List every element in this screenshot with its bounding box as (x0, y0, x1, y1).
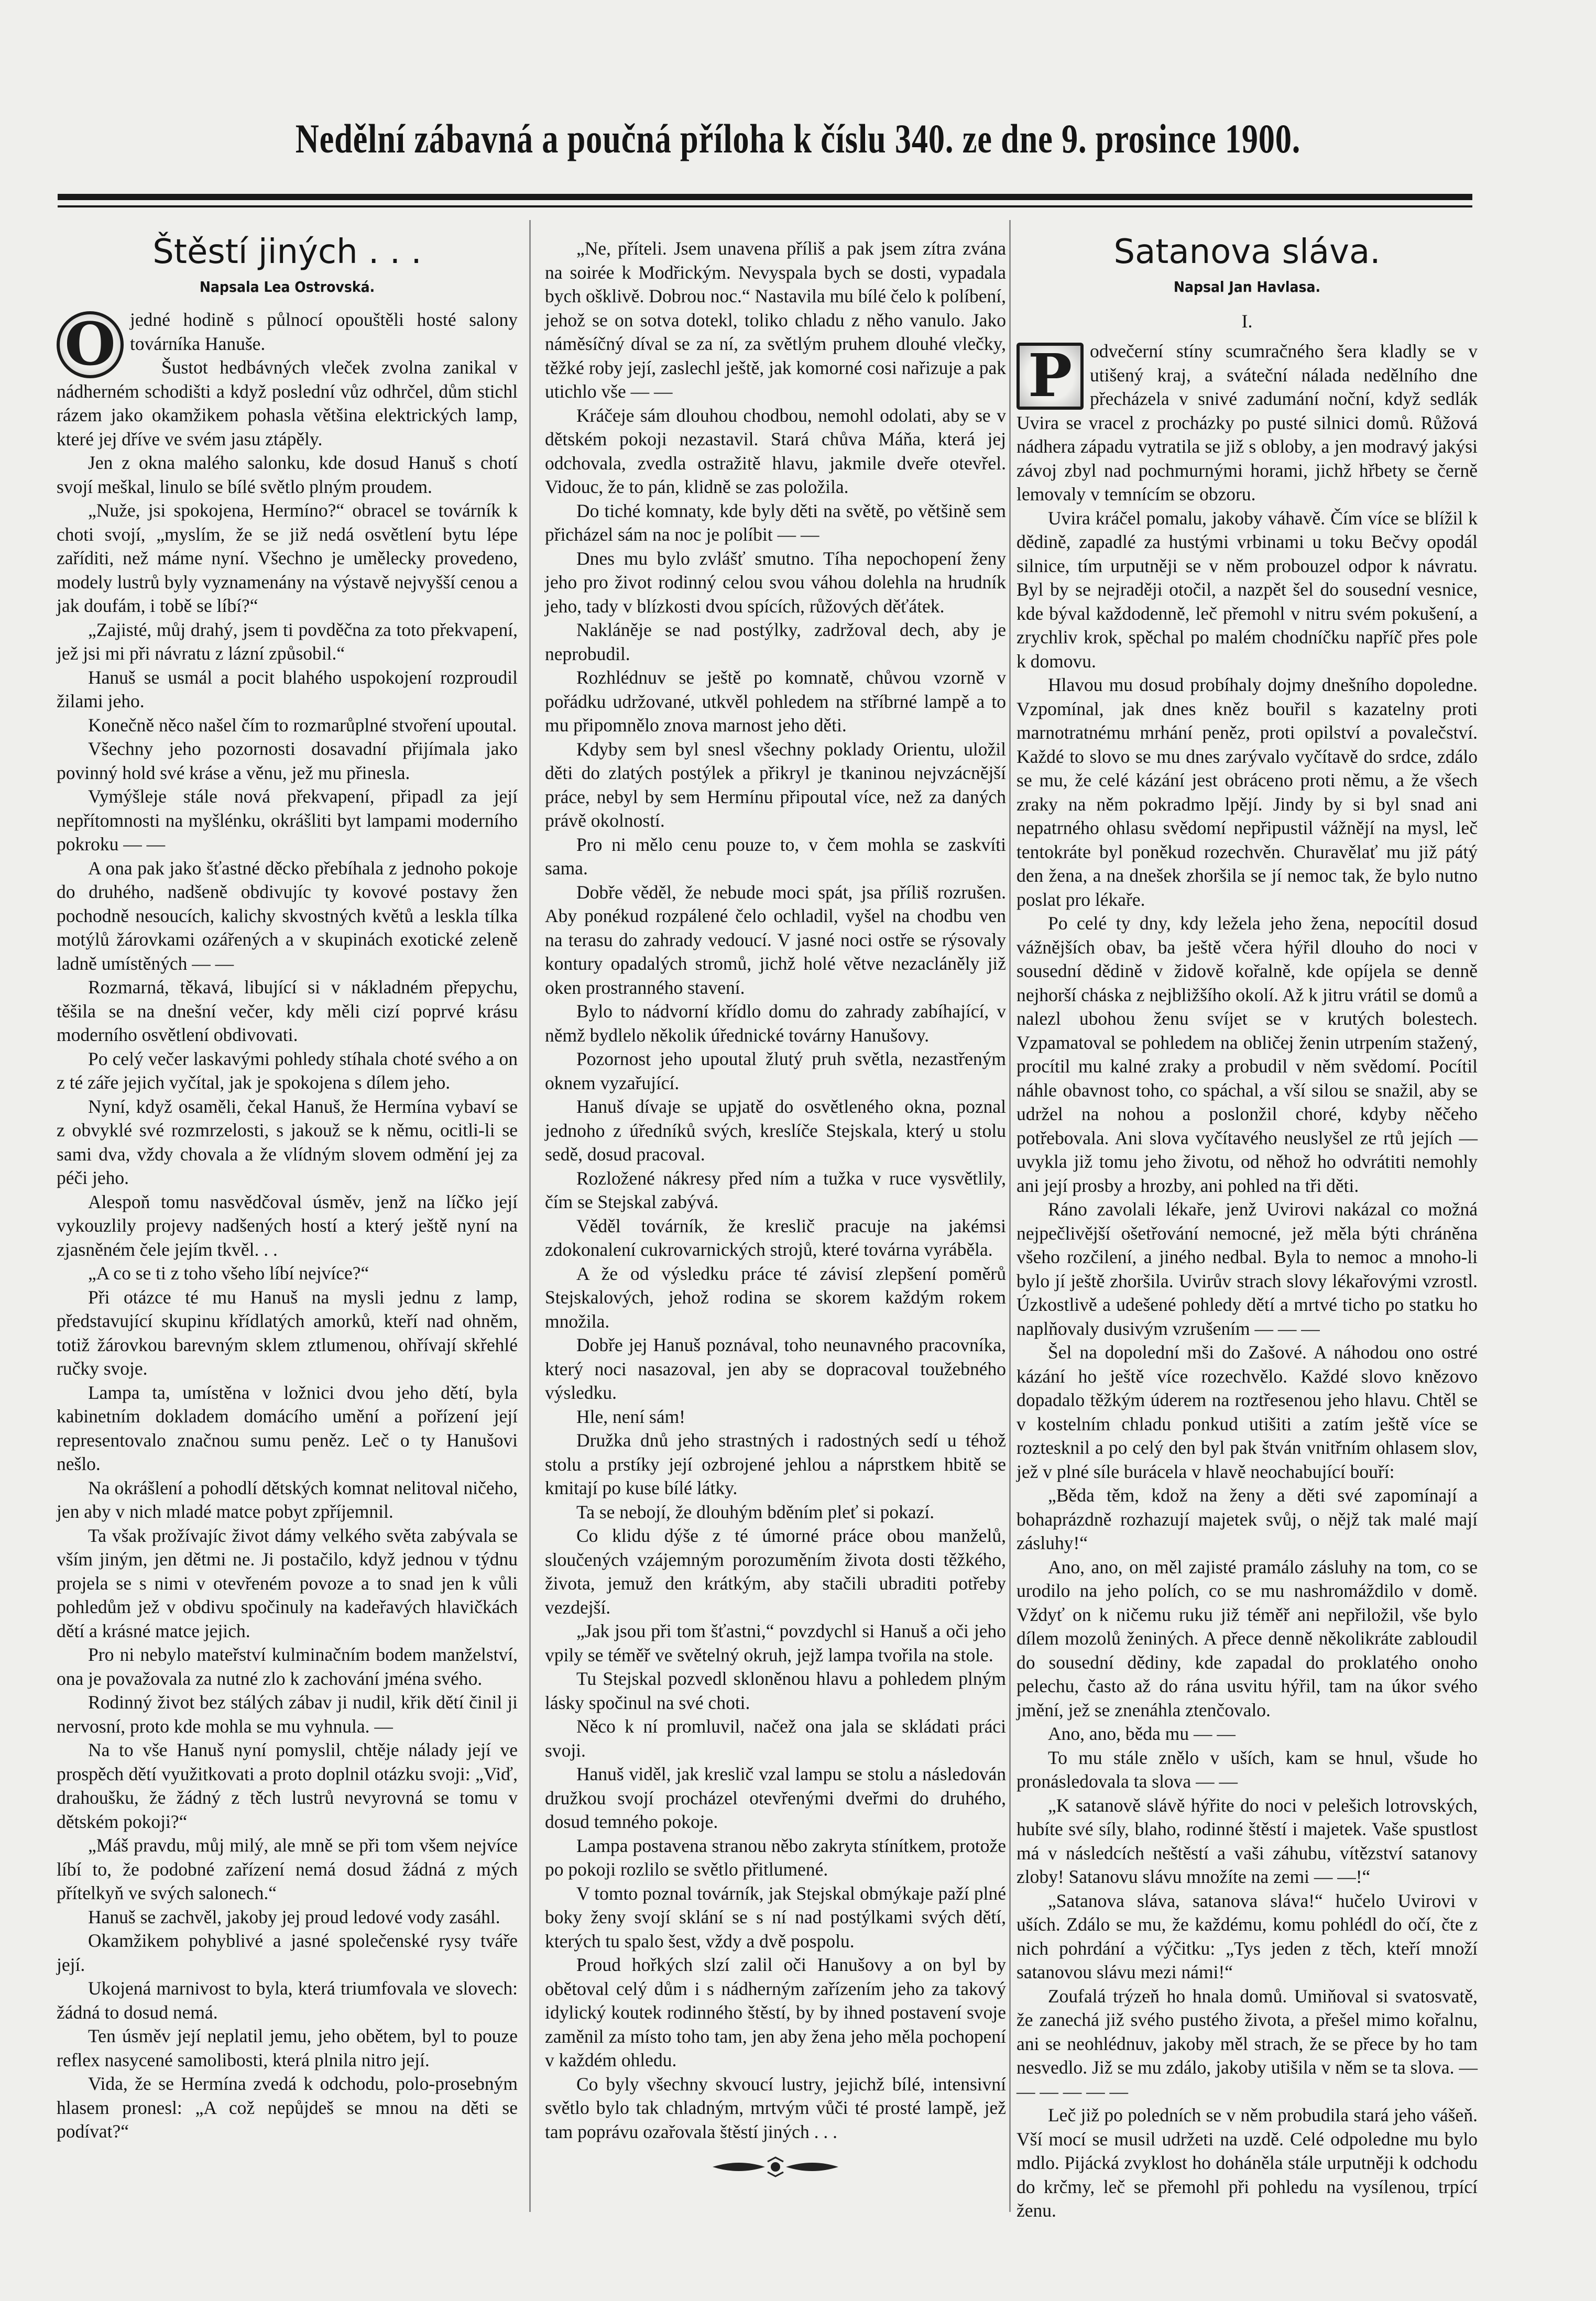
paragraph: Leč již po poledních se v něm probudila stará jeho vášeň. Vší mocí se musil udržeti na uzdě. Celé odpoledne mu bylo mdlo. Pijácká zvyklost ho doháněla stále urputněji k odchodu do krčmy, leč se přemohl při pohledu na vysílenou, trpící ženu. (1016, 2105, 1478, 2221)
article-title-satanova-slava: Satanova sláva. (1113, 233, 1381, 271)
header-rule-thick (58, 194, 1472, 200)
paragraph: Bylo to nádvorní křídlo domu do zahrady zabíhající, v němž bydlelo několik úřednické továrny Hanušovy. (545, 1001, 1006, 1046)
page-title: Nedělní zábavná a poučná příloha k číslu 340. ze dne 9. prosince 1900. (295, 116, 1301, 161)
paragraph: Alespoň tomu nasvědčoval úsměv, jenž na líčko její vykouzlily projevy nadšených hostí a který ještě nyní na zjasněném čele jejím tkvěl. . . (57, 1191, 518, 1260)
dropcap-o: O (57, 311, 124, 378)
header-rule-thin (58, 205, 1472, 207)
paragraph: Ráno zavolali lékaře, jenž Uvirovi nakázal co možná nejpečlivější ošetřování nemocné, jež měla býti chráněna všeho rozčilení, a jiného nedbal. Byla to nemoc a mnoho-li bylo jí ještě zhoršila. Uvirův strach slovy lékařovými vzrostl. Úzkostlivě a udešené pohledy dětí a mrtvé ticho po statku ho naplňovaly dusivým vzrušením — — — (1016, 1199, 1478, 1339)
first-paragraph-text: odvečerní stíny scumračného šera kladly se v utišený kraj, a sváteční nálada nedělního dne přecházela v snivé zadumání noční, když sedlák Uvira se vracel z procházky po pusté silnici domů. Růžová nádhera západu vytratila se již s obloby, a jen modravý jakýsi závoj zbyl nad pochmurnými horami, jichž hřbety se černě lemovaly v temnícím se obzoru. (1016, 341, 1478, 505)
paragraph: „Nuže, jsi spokojena, Hermíno?“ obracel se továrník k choti svojí, „myslím, že se již nedá osvětlení bytu lépe zaříditi, než máme nyní. Všechno je umělecky provedeno, modely lustrů byly vyznamenány na výstavě nejvyšší cenou a jak doufám, i tobě se líbí?“ (57, 500, 518, 616)
paragraph: Kdyby sem byl snesl všechny poklady Orientu, uložil děti do zlatých postýlek a přikryl je tkaninou nejvzácnější práce, nebyl by sem Hermínu připoutal více, než za daných právě okolností. (545, 738, 1006, 831)
paragraph: Hlavou mu dosud probíhaly dojmy dnešního dopoledne. Vzpomínal, jak dnes kněz bouřil s kazatelny proti marnotratnému mrhání peněz, proti opilství a povalečství. Každé to slovo se mu dnes zarývalo vyčítavě do srdce, zdálo se mu, že celé kázání jest obráceno proti němu, a že všech zraky na něm pokradmo lpějí. Jindy by si byl snad ani nepatrného ohlasu svědomí nepřipustil vážnějí na mysl, leč tentokráte byl poněkud rozechvěn. Churavělať mu již pátý den žena, a na dnešek zhoršila se jí nemoc tak, že bylo nutno poslat pro lékaře. (1016, 674, 1478, 910)
article-column-right (1016, 231, 1478, 2223)
paragraph: Po celé ty dny, kdy ležela jeho žena, nepocítil dosud vážnějších obav, ba ještě včera hýřil dlouho do noci v sousední dědině v židově kořalně, kde opíjela se denně nejhorší cháska z nejbližšího okolí. Až k jitru vrátil se domů a nalezl ubohou ženu svíjet se v krutých bolestech. Vzpamatoval se pohledem na obličej ženin utrpením stažený, procítil mu kalné zraky a probudil v něm svědomí. Pocítil náhle obavnost toho, co spáchal, a vší silou se snažil, aby se udržel na nohou a poslonžil choré, kdyby něčeho potřebovala. Ani slova vyčítavého neuslyšel ze rtů jejích — uvykla již tomu jeho životu, od něhož ho odvrátiti nemohly ani její prosby a hrozby, ani pohled na tři děti. (1016, 913, 1478, 1196)
paragraph: Do tiché komnaty, kde byly děti na světě, po většině sem přicházel sám na noc je políbit — — (545, 500, 1006, 545)
paragraph: Co klidu dýše z té úmorné práce obou manželů, sloučených vzájemným porozuměním života dosti těžkého, života, jemuž den krátkým, aby stačili ubraditi potřeby vezdejší. (545, 1525, 1006, 1618)
paragraph: Dobře jej Hanuš poznával, toho neunavného pracovníka, který noci nasazoval, jen aby se dopracoval toužebného výsledku. (545, 1334, 1006, 1403)
article-author: Napsal Jan Havlasa. (1173, 278, 1321, 295)
paragraph: Něco k ní promluvil, načež ona jala se skládati práci svoji. (545, 1716, 1006, 1761)
paragraph: Dobře věděl, že nebude moci spát, jsa příliš rozrušen. Aby ponékud rozpálené čelo ochladil, vyšel na chodbu ven na terasu do zahrady vedoucí. V jasné noci ostře se rýsovaly kontury opadalých stromů, jichž holé větve nezacláněly již oken prostranného stavení. (545, 881, 1006, 998)
paragraph: V tomto poznal továrník, jak Stejskal obmýkaje paží plné boky ženy svojí sklání se s ní nad postýlkami svých dětí, kterých tu spalo šest, vždy a dvě pospolu. (545, 1882, 1006, 1952)
paragraph: Šel na dopolední mši do Zašové. A náhodou ono ostré kázání ho ještě více rozechvělo. Každé slovo knězovo dopadalo těžkým úderem na roztřesenou jeho hlavu. Chtěl se v kostelním chladu ponkud utišiti a zatím ještě více se roztesknil a po celý den byl pak štván vnitřním ohlasem slov, jež v plné síle burácela v hlavě neochabující bouří: (1016, 1342, 1478, 1482)
paragraph: Kráčeje sám dlouhou chodbou, nemohl odolati, aby se v dětském pokoji nezastavil. Stará chůva Máňa, která jej odchovala, zvedla ostražitě hlavu, jakmile dveře otevřel. Vidouc, že to pán, klidně se zas položila. (545, 404, 1006, 497)
article-author: Napsala Lea Ostrovská. (199, 278, 375, 295)
paragraph: Proud hořkých slzí zalil oči Hanušovy a on byl by obětoval celý dům i s nádherným zařízením jeho za takový idylický koutek rodinného štěstí, by by ihned postavení svoje zaměnil za místo toho tam, jen aby žena jeho měla pochopení v každém ohledu. (545, 1954, 1006, 2070)
paragraph: Pro ni nebylo mateřství kulminačním bodem manželství, ona je považovala za nutné zlo k zachování jména svého. (57, 1644, 518, 1689)
paragraph: Šustot hedbávných vleček zvolna zanikal v nádherném schodišti a když poslední vůz odhrčel, dům stichl rázem jako okamžikem pohasla většina elektrických lamp, které jej dříve ve svém jasu ztápěly. (57, 357, 518, 450)
paragraph: A ona pak jako šťastné děcko přebíhala z jednoho pokoje do druhého, nadšeně obdivujíc ty kovové postavy žen pochodně nesoucích, kalichy skvostných květů a leskla tílka motýlů žárovkami ozářených a v skupinách exotické zeleně ladně umístěných — — (57, 857, 518, 974)
first-paragraph-text: jedné hodině s půlnocí opouštěli hosté salony továrníka Hanuše. (130, 309, 518, 354)
article-body-continued (545, 237, 1006, 2144)
paragraph: „Jak jsou při tom šťastni,“ povzdychl si Hanuš a oči jeho vpily se téměř ve světelný okruh, jejž lampa tvořila na stole. (545, 1620, 1006, 1666)
column-divider-right (1009, 220, 1011, 2212)
paragraph: Dnes mu bylo zvlášť smutno. Tíha nepochopení ženy jeho pro život rodinný celou svou váhou dolehla na hrudník jeho, tady v blízkosti dvou spících, růžových děťátek. (545, 547, 1006, 617)
paragraph: Ukojená marnivost to byla, která triumfovala ve slovech: žádná to dosud nemá. (57, 1978, 518, 2023)
paragraph: Co byly všechny skvoucí lustry, jejichž bílé, intensivní světlo bylo tak chladným, mrtvým vůči té prosté lampě, jež tam poprávu ozařovala štěstí jiných . . . (545, 2073, 1006, 2142)
paragraph: Věděl továrník, že kreslič pracuje na jakémsi zdokonalení cukrovarnických strojů, které továrna vyráběla. (545, 1215, 1006, 1260)
first-paragraph (57, 308, 518, 379)
paragraph: Ano, ano, běda mu — — (1048, 1723, 1236, 1744)
paragraph: Vymýšleje stále nová překvapení, připadl za její nepřítomnosti na myšlénku, okrášliti byt lampami moderního pokroku — — (57, 786, 518, 854)
paragraph: Rozmarná, těkavá, libující si v nákladném přepychu, těšila se na dnešní večer, kdy měli cizí poprvé krásu moderního osvětlení obdivovati. (57, 977, 518, 1045)
paragraph: „Zajisté, můj drahý, jsem ti povděčna za toto překvapení, jež jsi mi při návratu z lázní způsobil.“ (57, 619, 518, 664)
paragraph: Tu Stejskal pozvedl skloněnou hlavu a pohledem plným lásky spočinul na své choti. (545, 1668, 1006, 1713)
paragraph: Rodinný život bez stálých zábav ji nudil, křik dětí činil ji nervosní, proto kde mohla se mu vyhnula. — (57, 1692, 518, 1737)
paragraph: Družka dnů jeho strastných i radostných sedí u téhož stolu a prstíky její ozbrojené jehlou a náprstkem hbitě se kmitají po kuse bílé látky. (545, 1430, 1006, 1498)
paragraph: Pro ni mělo cenu pouze to, v čem mohla se zaskvíti sama. (545, 834, 1006, 879)
paragraph: Hanuš dívaje se upjatě do osvětleného okna, poznal jednoho z úředníků svých, kreslíče Stejskala, který u stolu sedě, dosud pracoval. (545, 1096, 1006, 1165)
paragraph: Hanuš viděl, jak kreslič vzal lampu se stolu a následován družkou svojí procházel otevřenými dveřmi do druhého, dosud temného pokoje. (545, 1763, 1006, 1832)
paragraph: A že od výsledku práce té závisí zlepšení poměrů Stejskalových, jehož rodina se skorem každým rokem množila. (545, 1263, 1006, 1332)
paragraph: Lampa postavena stranou něbo zakryta stínítkem, protože po pokoji rozlilo se světlo přitlumené. (545, 1835, 1006, 1880)
paragraph: „Satanova sláva, satanova sláva!“ hučelo Uvirovi v uších. Zdálo se mu, že každému, komu pohlédl do očí, čte z nich pohrdání a výčitku: „Tys jeden z těch, kteří množí satanovou slávu mezi námi!“ (1016, 1890, 1478, 1982)
column-divider-left (529, 220, 531, 2212)
paragraph: Rozhlédnuv se ještě po komnatě, chůvou vzorně v pořádku udržované, utkvěl pohledem na stříbrné lampě a to mu připomnělo znova marnost jeho děti. (545, 667, 1006, 736)
article-body (57, 356, 518, 2144)
article-column-left (57, 231, 518, 2144)
paragraph: Konečně něco našel čím to rozmarůplné stvoření upoutal. (88, 714, 517, 736)
paragraph: Okamžikem pohyblivé a jasné společenské rysy tváře její. (57, 1930, 518, 1975)
paragraph: Pozornost jeho upoutal žlutý pruh světla, nezastřeným oknem vyzařující. (545, 1048, 1006, 1093)
paragraph: Na to vše Hanuš nyní pomyslil, chtěje nálady její ve prospěch dětí využitkovati a proto doplnil otázku svoji: „Viď, drahoušku, že žádný z těch lustrů nevyrovná se tomu v dětském pokoji?“ (57, 1739, 518, 1832)
chapter-number: I. (1241, 311, 1253, 332)
paragraph: Ta se nebojí, že dlouhým bděním pleť si pokazí. (576, 1501, 935, 1522)
paragraph: Vida, že se Hermína zvedá k odchodu, polo-prosebným hlasem pronesl: „A což nepůjdeš se mnou na děti se podívat?“ (57, 2073, 518, 2142)
article-body (1016, 507, 1478, 2223)
paragraph: Na okrášlení a pohodlí dětských komnat nelitoval ničeho, jen aby v nich mladé matce pobyt zpříjemnil. (57, 1477, 518, 1522)
paragraph: To mu stále znělo v uších, kam se hnul, všude ho pronásledovala ta slova — — (1016, 1747, 1478, 1792)
paragraph: Ta však prožívajíc život dámy velkého světa zabývala se vším jiným, jen dětmi ne. Ji postačilo, když jednou v týdnu projela se s nimi v otevřeném povoze a to snad jen k vůli pohledům jež v obdivu spočinuly na kadeřavých hlavičkách dětí a krásné matce jejich. (57, 1525, 518, 1641)
paragraph: „Ne, příteli. Jsem unavena příliš a pak jsem zítra zvána na soirée k Modřickým. Nevyspala bych se dosti, vypadala bych ošklivě. Dobrou noc.“ Nastavila mu bílé čelo k políbení, jehož se on sotva dotekl, toliko chladu z něho vanulo. Jako náměsíčný díval se za ní, za světlým pruhem dlouhé vlečky, těžké roby její, zaslechl ještě, jak komorné cosi nařizuje a pak utichlo vše — — (545, 238, 1006, 402)
dropcap-p: P (1016, 343, 1084, 410)
paragraph: „Běda těm, kdož na ženy a děti své zapomínají a bohaprázdně rozhazují majetek svůj, o nějž tak malé mají zásluhy!“ (1016, 1485, 1478, 1553)
paragraph: Hanuš se zachvěl, jakoby jej proud ledové vody zasáhl. (88, 1906, 500, 1927)
paragraph: „K satanově slávě hýřite do noci v pelešich lotrovských, hubíte své síly, blaho, rodinné štěstí i majetek. Vaše spustlost má v následcích neštěstí a vaši záhubu, vítězství satanovy zloby! Satanovu slávu množíte na zemi — —!“ (1016, 1794, 1478, 1887)
paragraph: Rozložené nákresy před ním a tužka v ruce vysvětlily, čím se Stejskal zabývá. (545, 1167, 1006, 1212)
paragraph: Po celý večer laskavými pohledy stíhala choté svého a on z té záře jejich vyčítal, jak je spokojena s dílem jeho. (57, 1048, 518, 1093)
paragraph: Lampa ta, umístěna v ložnici dvou jeho dětí, byla kabinetním dokladem domácího umění a pořízení její representovalo značnou sumu peněz. Leč o ty Hanušovi nešlo. (57, 1382, 518, 1474)
paragraph: Uvira kráčel pomalu, jakoby váhavě. Čím více se blížil k dědině, zapadlé za hustými vrbinami u toku Bečvy opodál silnice, tím urputněji se v něm probouzel odpor k návratu. Byl by se nejraději otočil, a nazpět šel do sousední vesnice, kde býval každodenně, leč přemohl v nitru svém pokušení, a zrychliv krok, spěchal po malém chodníčku napříč přes pole k domovu. (1016, 507, 1478, 672)
paragraph: Nakláněje se nad postýlky, zadržoval dech, aby je neprobudil. (545, 619, 1006, 664)
paragraph: Při otázce té mu Hanuš na mysli jednu z lamp, představující skupinu křídlatých amorků, kteří nad ohněm, totiž žárovkou barevným sklem ztlumenou, ohřívají skřehlé ručky svoje. (57, 1286, 518, 1379)
paragraph: Jen z okna malého salonku, kde dosud Hanuš s chotí svojí meškal, linulo se bílé světlo plným proudem. (57, 452, 518, 497)
article-title-stesti-jinych: Štěstí jiných . . . (152, 233, 422, 271)
article-column-middle (545, 237, 1006, 2177)
paragraph: Ano, ano, on měl zajisté pramálo zásluhy na tom, co se urodilo na jeho polích, co se mu nashromáždilo v domě. Vždyť on k ničemu ruku již téměř ani nepřiložil, vše bylo dílem mozolů ženiných. A přece denně několikráte zabloudil do sousední dědiny, kde zapadal do proklatého onoho pelechu, často až do rána usvitu hýřil, tam na úkor svého jmění, jež se znenáhla ztenčovalo. (1016, 1556, 1478, 1721)
paragraph: Ten úsměv její neplatil jemu, jeho obětem, byl to pouze reflex nasycené samolibosti, která plnila nitro její. (57, 2025, 518, 2070)
paragraph: Nyní, když osaměli, čekal Hanuš, že Hermína vybaví se z obvyklé své rozmrzelosti, s jakouž se k němu, ocitli-li se sami dva, vždy chovala a že vlídným slovem odmění jej za péči jeho. (57, 1095, 518, 1188)
first-paragraph (1016, 339, 1478, 507)
ornament-divider (707, 2156, 844, 2177)
paragraph: „Máš pravdu, můj milý, ale mně se při tom všem nejvíce líbí to, že podobné zařízení nemá dosud žádná z mých přítelkyň ve svých salonech.“ (57, 1835, 518, 1903)
paragraph: Hle, není sám! (576, 1406, 686, 1427)
paragraph: Všechny jeho pozornosti dosavadní přijímala jako povinný hold své krásе a věnu, jež mu přinesla. (57, 738, 518, 783)
paragraph: Hanuš se usmál a pocit blahého uspokojení rozproudil žilami jeho. (57, 666, 518, 711)
paragraph: „A co se ti z toho všeho líbí nejvíce?“ (88, 1263, 369, 1284)
paragraph: Zoufalá trýzeň ho hnala domů. Umiňoval si svatosvatě, že zanechá již svého pustého života, a přešel mimo kořalnu, ani se neohlédnuv, jakoby měl strach, že se přece by ho tam nesvedlo. Již se mu zdálo, jakoby utišila v něm se ta slova. — — — — — — (1016, 1985, 1478, 2102)
